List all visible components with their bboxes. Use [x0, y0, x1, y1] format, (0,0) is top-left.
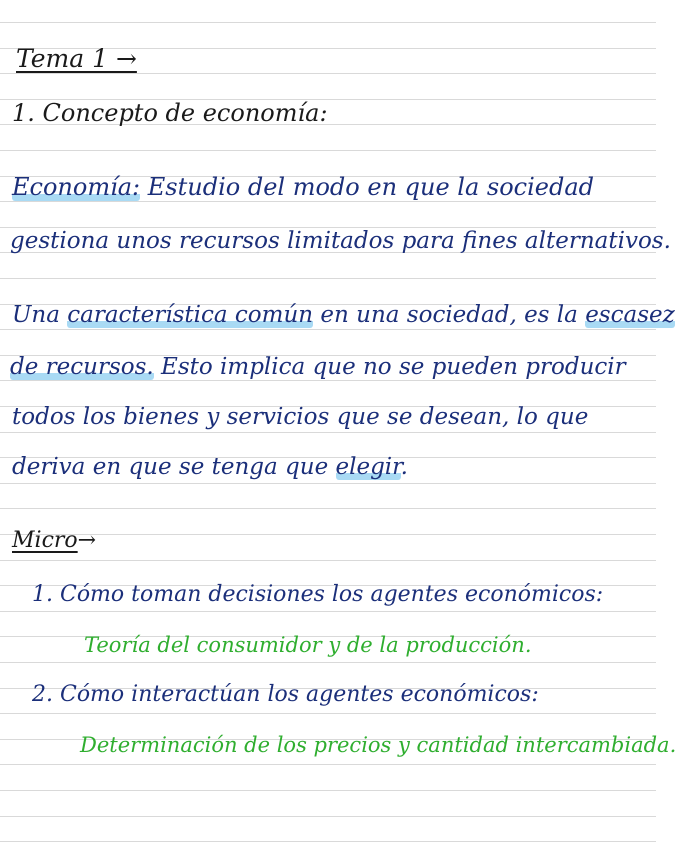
rule-line [0, 150, 656, 151]
paragraph-line-3: todos los bienes y servicios que se desean, lo que [12, 404, 589, 430]
rule-line [0, 816, 656, 817]
paragraph-line-1 [12, 300, 675, 330]
paragraph-line-2 [10, 352, 626, 382]
rule-line [0, 560, 656, 561]
page-heading [16, 44, 137, 74]
rule-line [0, 278, 656, 279]
rule-line [0, 790, 656, 791]
item-1-question: 1. Cómo toman decisiones los agentes económicos: [32, 582, 604, 607]
para-text-2b: Esto implica que no se pueden producir [153, 354, 626, 380]
micro-heading [12, 526, 96, 556]
para-text-4a: deriva en que se tenga que [12, 454, 336, 480]
definition-text-1: Estudio del modo en que la sociedad [140, 173, 595, 201]
section-title: 1. Concepto de economía: [12, 99, 328, 127]
heading-text: Tema 1 → [16, 44, 137, 73]
definition-line-2: gestiona unos recursos limitados para fines alternativos. [10, 228, 671, 254]
rule-line [0, 662, 656, 663]
highlight-elegir: elegir [335, 454, 401, 480]
definition-line-1 [12, 172, 594, 202]
para-text-1a: Una [12, 302, 68, 328]
rule-line [0, 483, 656, 484]
highlight-caracteristica: característica común [67, 302, 314, 328]
rule-line [0, 841, 656, 842]
rule-line [0, 611, 656, 612]
rule-line [0, 713, 656, 714]
highlight-escasez: escasez [585, 302, 675, 328]
arrow-icon: → [77, 528, 97, 553]
rule-line [0, 764, 656, 765]
rule-line [0, 534, 656, 535]
rule-line [0, 22, 656, 23]
para-text-1b: en una sociedad, es la [313, 302, 586, 328]
para-text-4b: . [400, 454, 408, 480]
rule-line [0, 432, 656, 433]
item-2-question: 2. Cómo interactúan los agentes económicos: [32, 682, 539, 707]
item-1-answer: Teoría del consumidor y de la producción. [84, 633, 532, 657]
item-2-answer: Determinación de los precios y cantidad intercambiada. [80, 733, 676, 757]
paragraph-line-4 [12, 452, 408, 482]
micro-label: Micro [12, 528, 78, 553]
definition-term: Economía: [12, 173, 141, 201]
highlight-de-recursos: de recursos. [10, 354, 154, 380]
rule-line [0, 508, 656, 509]
